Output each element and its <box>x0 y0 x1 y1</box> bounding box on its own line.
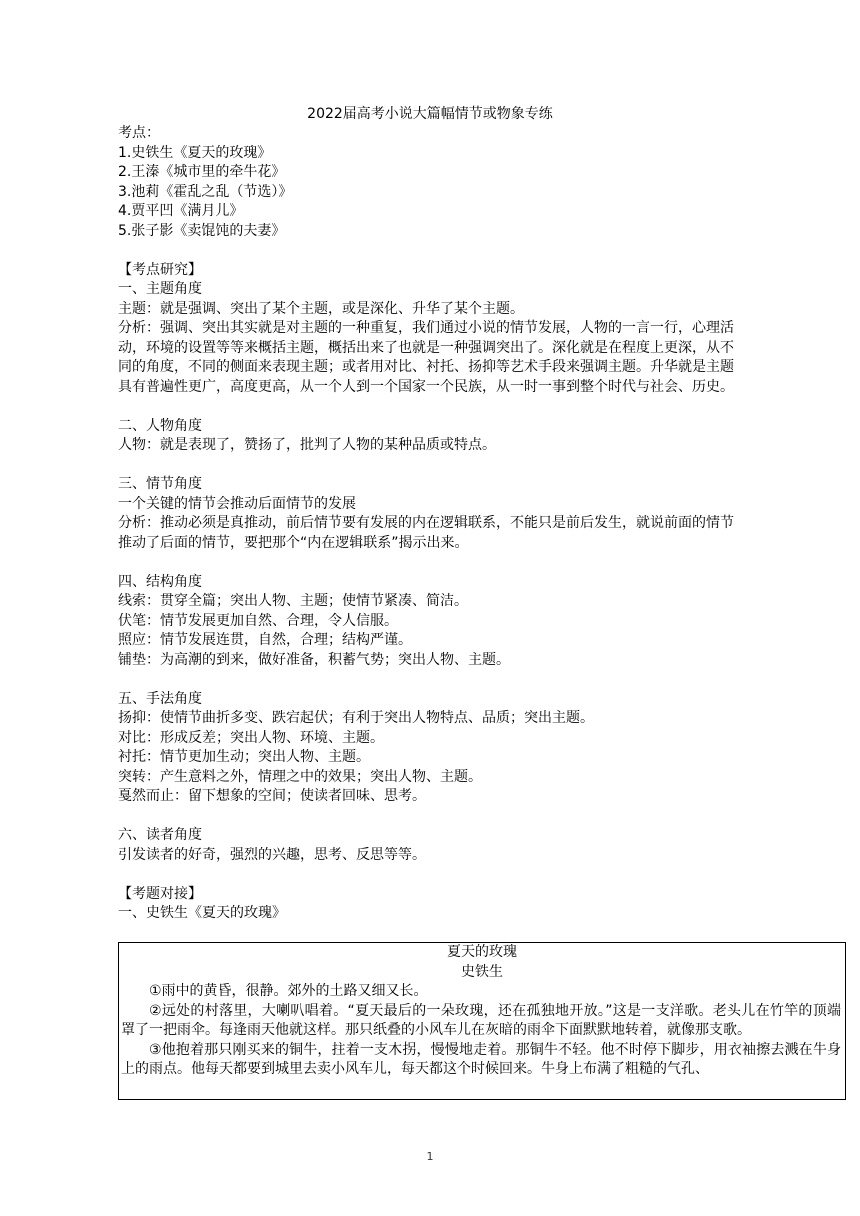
section-heading: 二、人物角度 <box>118 417 202 434</box>
exam-points-list <box>118 144 738 242</box>
section-heading: 五、手法角度 <box>118 690 202 707</box>
page-number: 1 <box>426 1150 434 1163</box>
exam-point-item: 1.史铁生《夏天的玫瑰》 <box>118 144 272 161</box>
section-reader <box>118 826 738 865</box>
passage-paragraph: ②远处的村落里，大喇叭唱着。“夏天最后的一朵玫瑰，还在孤独地开放。”这是一支洋歌。老头儿在竹竿的顶端罩了一把雨伞。每逢雨天他就这样。那只纸叠的小风车儿在灰暗的雨伞下面默默地转着，就像那支歌。 <box>121 1002 841 1038</box>
section-plot <box>118 475 738 553</box>
section-heading: 四、结构角度 <box>118 573 202 590</box>
document-title: 2022届高考小说大篇幅情节或物象专练 <box>307 106 553 122</box>
section-paragraph: 对比：形成反差；突出人物、环境、主题。 <box>118 729 384 746</box>
section-paragraph: 铺垫：为高潮的到来，做好准备，积蓄气势；突出人物、主题。 <box>118 651 510 668</box>
section-structure <box>118 573 738 671</box>
section-paragraph: 扬抑：使情节曲折多变、跌宕起伏；有利于突出人物特点、品质；突出主题。 <box>118 710 594 726</box>
passage-author: 史铁生 <box>461 963 503 980</box>
section-heading: 三、情节角度 <box>118 476 202 492</box>
section-paragraph: 主题：就是强调、突出了某个主题，或是深化、升华了某个主题。 <box>118 300 524 317</box>
section-character <box>118 417 738 456</box>
passage-paragraph: ③他抱着那只刚买来的铜牛，拄着一支木拐，慢慢地走着。那铜牛不轻。他不时停下脚步，用衣袖擦去溅在牛身上的雨点。他每天都要到城里去卖小风车儿，每天都这个时候回来。牛身上布满了粗糙的气孔、 <box>121 1041 841 1077</box>
section-heading: 六、读者角度 <box>118 827 202 843</box>
practice-heading: 【考题对接】 <box>118 885 202 902</box>
document-body <box>118 124 738 924</box>
section-paragraph: 线索：贯穿全篇；突出人物、主题；使情节紧凑、简洁。 <box>118 593 468 609</box>
section-technique <box>118 690 738 807</box>
section-paragraph: 引发读者的好奇，强烈的兴趣，思考、反思等等。 <box>118 846 426 863</box>
passage-box <box>118 942 846 1100</box>
section-paragraph: 人物：就是表现了，赞扬了，批判了人物的某种品质或特点。 <box>118 437 496 453</box>
passage-title: 夏天的玫瑰 <box>447 944 517 960</box>
section-paragraph: 衬托：情节更加生动；突出人物、主题。 <box>118 749 370 765</box>
section-heading: 一、主题角度 <box>118 281 202 297</box>
passage-paragraph: ①雨中的黄昏，很静。郊外的土路又细又长。 <box>149 983 428 999</box>
research-heading: 【考点研究】 <box>118 261 202 278</box>
exam-points-label: 考点： <box>118 125 160 141</box>
section-paragraph: 一个关键的情节会推动后面情节的发展 <box>118 495 356 512</box>
section-paragraph: 照应：情节发展连贯，自然，合理；结构严谨。 <box>118 632 412 648</box>
exam-point-item: 5.张子影《卖馄饨的夫妻》 <box>118 222 286 239</box>
exam-point-item: 4.贾平凹《满月儿》 <box>118 203 244 219</box>
section-paragraph: 戛然而止：留下想象的空间；使读者回味、思考。 <box>118 788 426 804</box>
exam-point-item: 2.王溱《城市里的牵牛花》 <box>118 164 286 180</box>
section-paragraph: 分析：推动必须是真推动，前后情节要有发展的内在逻辑联系，不能只是前后发生，就说前面的情节推动了后面的情节，要把那个“内在逻辑联系”揭示出来。 <box>118 515 734 551</box>
section-paragraph: 伏笔：情节发展更加自然、合理，令人信服。 <box>118 612 398 629</box>
section-theme <box>118 280 738 397</box>
exam-point-item: 3.池莉《霍乱之乱（节选）》 <box>118 183 293 200</box>
section-paragraph: 分析：强调、突出其实就是对主题的一种重复，我们通过小说的情节发展，人物的一言一行，心理活动，环境的设置等等来概括主题，概括出来了也就是一种强调突出了。深化就是在程度上更深，从不同的角度，不同的侧面来表现主题；或者用对比、衬托、扬抑等艺术手段来强调主题。升华就是主题具有普遍性更广，高度更高，从一个人到一个国家一个民族，从一时一事到整个时代与社会、历史。 <box>118 320 734 395</box>
section-paragraph: 突转：产生意料之外，情理之中的效果；突出人物、主题。 <box>118 768 482 785</box>
practice-item-heading: 一、史铁生《夏天的玫瑰》 <box>118 905 286 921</box>
